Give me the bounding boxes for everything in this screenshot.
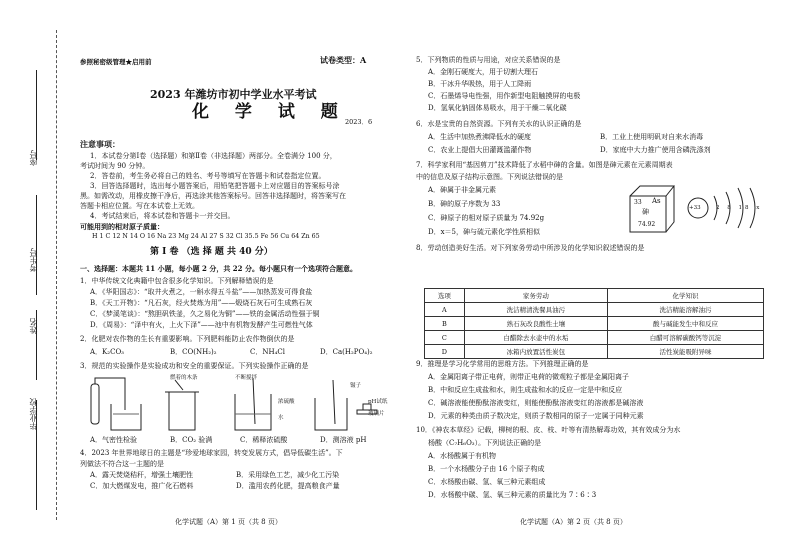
water-beaker [111, 404, 141, 430]
table-cell: D [425, 345, 465, 359]
q10-option-c: C．水杨酸由碳、氢、氧三种元素组成 [428, 478, 546, 486]
table-header-row [425, 289, 764, 303]
table-cell: A [425, 303, 465, 317]
q4-option-a: A．露天焚烧秸秆，增强土壤肥性 [90, 471, 194, 479]
q1-stem: 1．中华传统文化典籍中包含很多化学知识。下列解释错误的是 [80, 277, 274, 285]
table-cell: 洗洁精能溶解油污 [607, 303, 763, 317]
confidential-label: 参照秘密级管理★启用前 [80, 58, 152, 66]
q2-option-b: B．CO(NH₂)₂ [170, 348, 217, 356]
footer-right: 化学试题（A）第 2 页（共 8 页） [520, 518, 627, 526]
element-symbol: As [652, 197, 661, 205]
q5-option-b: B．干冰升华吸热，用于人工降雨 [428, 80, 532, 88]
note-line: 考试时间为 90 分钟。 [80, 162, 150, 170]
q7-option-c: C．砷原子的相对原子质量为 74.92g [428, 214, 545, 222]
exam-no-field-line [36, 195, 37, 295]
table-cell: 冰箱内放置活性炭包 [464, 345, 607, 359]
binding-strip [0, 0, 62, 543]
section1-heading: 一、选择题：本题共 11 小题，每小题 2 分，共 22 分。每小题只有一个选项符合题意。 [80, 264, 357, 273]
q3-apparatus-figure [85, 374, 388, 436]
fig-label: 浓硫酸 [278, 399, 295, 405]
table-row [425, 317, 764, 331]
electron-counts: 2 8 18 x [716, 205, 763, 211]
footer-left: 化学试题（A）第 1 页（共 8 页） [175, 518, 282, 526]
q6-option-d: D．家庭中大力推广使用含磷洗涤剂 [600, 146, 711, 154]
table-cell: B [425, 317, 465, 331]
q3-option-c: C．稀释浓硫酸 [240, 436, 288, 444]
atomic-mass-values: H 1 C 12 N 14 O 16 Na 23 Mg 24 Al 27 S 32 Cl 35.5 Fe 56 Cu 64 Zn 65 [92, 233, 320, 240]
table-cell: 白醋除去水壶中的水垢 [464, 331, 607, 345]
dilution-beaker [235, 394, 271, 430]
q6-stem: 6．水是宝贵的自然资源。下列有关水的认识正确的是 [416, 120, 582, 128]
fig-label: pH试纸 [368, 399, 388, 405]
exam-title: 2023 年潍坊市初中学业水平考试 [150, 88, 317, 101]
table-cell: 熟石灰改良酸性土壤 [464, 317, 607, 331]
fig-label: 不断搅拌 [235, 375, 258, 381]
element-mass: 74.92 [638, 221, 656, 228]
nucleus-charge: +33 [689, 205, 701, 211]
gas-bottle [169, 392, 195, 430]
q2-option-d: D．Ca(H₂PO₄)₂ [320, 348, 373, 356]
q3-option-d: D．测溶液 pH [320, 436, 367, 444]
table-row [425, 303, 764, 317]
q4-option-b: B．采用绿色工艺，减少化工污染 [236, 471, 340, 479]
q10-stem: 10．《神农本草经》记载，柳树的根、皮、枝、叶等有清热解毒功效，其有效成分为水 [416, 426, 681, 434]
q6-option-c: C．农业上提倡大田灌溉滥灌作物 [428, 146, 532, 154]
fig-label: 水 [278, 415, 284, 421]
q6-option-b: B．工业上使用明矾对自来水消毒 [600, 133, 704, 141]
fig-label: 镊子 [350, 383, 362, 389]
note-line: 4．考试结束后，将本试卷和答题卡一并交回。 [90, 212, 235, 220]
fig-label: 燃着的木条 [170, 375, 198, 381]
table-cell: C [425, 331, 465, 345]
q5-stem: 5．下列物质的性质与用途，对应关系错误的是 [416, 56, 561, 64]
table-header: 化学知识 [607, 289, 763, 303]
table-cell: 活性炭能吸附异味 [607, 345, 763, 359]
q9-option-d: D．元素的种类由质子数决定，则质子数相同的原子一定属于同种元素 [428, 412, 644, 420]
q9-stem: 9．推理是学习化学常用的思维方法。下列推理正确的是 [416, 360, 589, 368]
q1-option-c: C．《梦溪笔谈》：“熬胆矾铁釜，久之易化为铜”——铁的金属活动性强于铜 [90, 310, 320, 318]
q4-stem-continued: 列做法不符合这一主题的是 [80, 460, 164, 468]
q10-option-d: D．水杨酸中碳、氢、氧三种元素的质量比为 7∶6∶3 [428, 491, 597, 499]
q3-option-b: B．CO₂ 验满 [170, 436, 213, 444]
table-header: 选项 [425, 289, 465, 303]
element-number: 33 [634, 199, 642, 206]
part1-title: 第 Ⅰ 卷 （选 择 题 共 40 分） [150, 247, 273, 257]
q1-option-b: B．《天工开物》：“凡石灰，经火焚炼为用”——煅烧石灰石可生成熟石灰 [90, 299, 313, 307]
table-row [425, 345, 764, 359]
q9-option-b: B．中和反应生成盐和水，则生成盐和水的反应一定是中和反应 [428, 386, 623, 394]
q4-option-d: D．滥用农药化肥，提高粮食产量 [236, 482, 340, 490]
note-line: 答题卡相应位置。写在本试卷上无效。 [80, 202, 199, 210]
cell-side-face [666, 186, 674, 232]
note-line: 黑。如需改动，用橡皮擦干净后，再选涂其他答案标号。回答非选择题时，将答案写在 [80, 192, 346, 200]
q3-option-a: A．气密性检验 [90, 436, 138, 444]
subject-title: 化 学 试 题 [192, 102, 348, 122]
note-line: 1．本试卷分第Ⅰ卷（选择题）和第Ⅱ卷（非选择题）两部分。全卷满分 100 分， [90, 152, 337, 160]
q5-option-c: C．石墨烯导电性强，用作新型电阻触摸屏的电极 [428, 92, 581, 100]
q5-option-a: A．金刚石硬度大，用于切割大理石 [428, 68, 539, 76]
q4-stem: 4．2023 年世界地球日的主题是“珍爱地球家园，转变发展方式，倡导低碳生活”。下 [80, 449, 343, 457]
solution-beaker [315, 398, 347, 430]
q3-stem: 3．规范的实验操作是实验成功和安全的重要保证。下列实验操作正确的是 [80, 362, 309, 370]
q8-table [424, 288, 764, 359]
q1-option-d: D．《周易》：“泽中有火，上火下泽”——池中有机物发酵产生可燃性气体 [90, 321, 313, 329]
q7-stem: 7．科学家利用“基因剪刀”技术降低了水稻中砷的含量。如图是砷元素在元素周期表 [416, 161, 673, 169]
table-header: 家务劳动 [464, 289, 607, 303]
q7-option-a: A．砷属于非金属元素 [428, 186, 497, 194]
fig-label: 玻璃片 [368, 411, 385, 417]
q7-option-d: D．x＝5，砷与硫元素化学性质相似 [428, 228, 541, 236]
table-row [425, 331, 764, 345]
notes-heading: 注意事项： [80, 139, 120, 149]
seat-field-line [36, 70, 37, 160]
exam-date: 2023．6 [345, 118, 373, 126]
q10-option-b: B．一个水杨酸分子由 16 个原子构成 [428, 465, 545, 473]
note-line: 3．回答选择题时，选出每小题答案后，用铅笔把答题卡上对应题目的答案标号涂 [90, 182, 340, 190]
q9-option-a: A．金属阳离子带正电荷，则带正电荷的微观粒子都是金属阳离子 [428, 373, 630, 381]
element-name: 砷 [642, 208, 649, 216]
atomic-mass-heading: 可能用到的相对原子质量： [80, 222, 164, 231]
note-line: 2．答卷前，考生务必将自己的姓名、考号等填写在答题卡和试卷指定位置。 [90, 172, 326, 180]
q7-stem-continued: 中的信息及原子结构示意图。下列说法错误的是 [416, 173, 563, 181]
q10-stem-continued: 杨酸（C₇H₆O₃）。下列说法正确的是 [428, 439, 542, 447]
q4-option-c: C．加大燃煤发电，推广化石燃料 [90, 482, 194, 490]
test-tube [91, 384, 99, 424]
paper-type: 试卷类型：A [320, 55, 367, 65]
exam-no-label: 考生号 [29, 248, 38, 272]
stirring-rod [253, 378, 255, 424]
binding-dashed-line [56, 30, 57, 520]
q5-option-d: D．氢氧化钠固体易吸水，用于干燥二氧化碳 [428, 104, 567, 112]
tweezers [333, 380, 335, 424]
seat-label: 座号 [29, 150, 38, 166]
q2-option-c: C．NH₄Cl [250, 348, 285, 356]
table-cell: 白醋可溶解碳酸钙等沉淀 [607, 331, 763, 345]
q2-stem: 2．化肥对农作物的生长有重要影响。下列肥料能防止农作物倒伏的是 [80, 335, 295, 343]
name-label: 姓名 [29, 318, 38, 334]
table-cell: 酸与碱能发生中和反应 [607, 317, 763, 331]
q10-option-a: A．水杨酸属于有机物 [428, 452, 497, 460]
q8-stem: 8．劳动创造美好生活。对下列家务劳动中所涉及的化学知识叙述错误的是 [416, 244, 645, 252]
q9-option-c: C．碱溶液能使酚酞溶液变红，则能使酚酞溶液变红的溶液都是碱溶液 [428, 399, 644, 407]
school-label: 毕业学校 [29, 398, 38, 430]
q7-option-b: B．砷的原子序数为 33 [428, 200, 501, 208]
cell-top-face [630, 186, 674, 196]
q2-option-a: A．K₂CO₃ [90, 348, 124, 356]
q6-option-a: A．生活中加热煮沸降低水的硬度 [428, 133, 532, 141]
q1-option-a: A．《华阳国志》：“取井火煮之，一斛水得五斗盐”——加热蒸发可得食盐 [90, 288, 313, 296]
table-cell: 洗洁精清洗餐具油污 [464, 303, 607, 317]
